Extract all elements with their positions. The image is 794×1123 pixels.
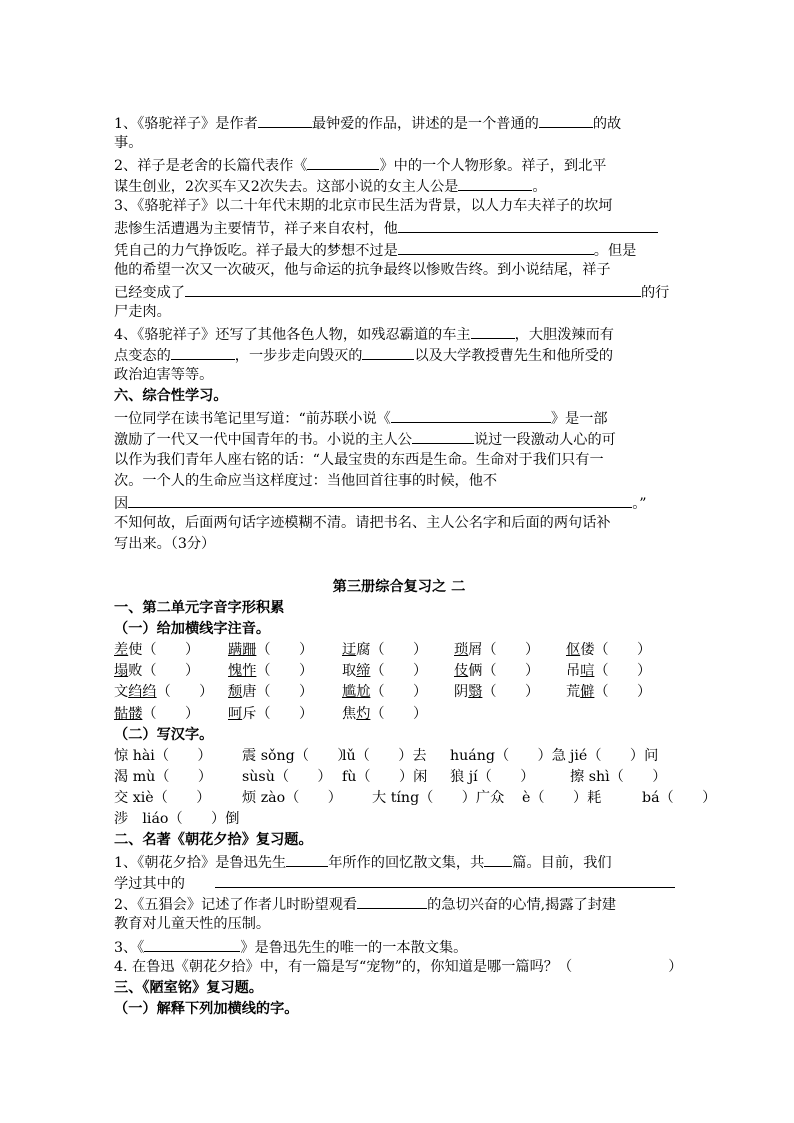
pinyin-subheading: （一）给加横线字注音。 xyxy=(114,621,271,638)
write-char-item[interactable]: 交 xiè（ ） xyxy=(114,789,211,806)
s6-line-5 xyxy=(114,492,684,513)
question-2-line-2 xyxy=(114,175,684,196)
answer-blank[interactable] xyxy=(144,936,240,952)
pinyin-item[interactable] xyxy=(114,704,228,725)
question-4-line-1 xyxy=(114,323,684,344)
question-4-line-2 xyxy=(114,344,684,365)
s6-text: 。” xyxy=(632,495,647,512)
word-suffix: 偻（ ） xyxy=(580,642,652,659)
write-char-item[interactable]: fù（ ）闲 xyxy=(342,768,428,785)
answer-blank[interactable] xyxy=(215,872,675,888)
z-text: 1、《朝花夕拾》是鲁迅先生 xyxy=(114,855,287,872)
underlined-chars: 灼 xyxy=(356,705,371,722)
q4-text-f: 政治迫害等等。 xyxy=(114,367,214,384)
underlined-chars: 塌 xyxy=(114,663,129,680)
pinyin-item[interactable] xyxy=(114,661,228,682)
q3-text-g: 的行 xyxy=(640,284,670,301)
pinyin-item[interactable] xyxy=(454,661,566,682)
question-3-line-3 xyxy=(114,239,684,260)
z-text: 学过其中的 xyxy=(114,876,185,893)
z-text: 3、《 xyxy=(114,939,145,956)
q3-text-e: 他的希望一次又一次破灭，他与命运的抗争最终以惨败告终。到小说结尾，祥子 xyxy=(114,261,611,278)
word-prefix: 取 xyxy=(342,663,357,680)
underlined-chars: 尴尬 xyxy=(342,684,371,701)
word-suffix: （ ） xyxy=(256,642,314,659)
pinyin-item[interactable] xyxy=(454,682,566,703)
answer-blank[interactable] xyxy=(412,428,474,444)
underlined-chars: 差 xyxy=(114,642,129,659)
zhaohua-line-1 xyxy=(114,851,684,872)
write-char-item[interactable]: 大 tíng（ ）广众 xyxy=(372,789,505,806)
write-row-2 xyxy=(114,767,684,788)
underlined-chars: 琐 xyxy=(454,642,469,659)
zhaohua-line-2 xyxy=(114,872,684,893)
write-char-item[interactable]: 擦 shì（ ） xyxy=(570,768,667,785)
q4-text-d: ，一步步走向毁灭的 xyxy=(234,348,363,365)
word-suffix: （ ） xyxy=(370,705,428,722)
write-char-item[interactable]: bá（ ） xyxy=(642,789,717,806)
question-3-line-6 xyxy=(114,302,684,323)
pinyin-row-4 xyxy=(114,704,684,725)
write-chars-subheading: （二）写汉字。 xyxy=(114,726,214,743)
underlined-chars: 伛 xyxy=(566,642,581,659)
answer-blank[interactable] xyxy=(458,175,532,191)
underlined-chars: 颓 xyxy=(228,684,243,701)
part2-heading-1: 一、第二单元字音字形积累 xyxy=(114,600,285,617)
question-3-line-4 xyxy=(114,260,684,281)
write-char-item[interactable]: 烦 zào（ ） xyxy=(242,789,342,806)
word-suffix: （ ） xyxy=(482,684,540,701)
q3-text-a: 3、《骆驼祥子》以二十年代末期的北京市民生活为背景，以人力车夫祥子的坎坷 xyxy=(114,198,613,215)
word-suffix: （ ） xyxy=(370,684,428,701)
answer-blank[interactable] xyxy=(171,344,235,360)
underlined-chars: 缔 xyxy=(356,663,371,680)
pinyin-item[interactable] xyxy=(228,682,342,703)
question-3-line-5 xyxy=(114,281,684,302)
s6-text: 》是一部 xyxy=(550,411,608,428)
zhaohua-line-6 xyxy=(114,957,684,978)
question-3-line-2 xyxy=(114,217,684,238)
write-row-4 xyxy=(114,809,684,830)
write-char-item[interactable]: jié（ ）问 xyxy=(570,747,659,764)
underlined-chars: 呵 xyxy=(228,705,243,722)
word-suffix: 唐（ ） xyxy=(242,684,314,701)
write-row-1 xyxy=(114,746,684,767)
pinyin-item[interactable] xyxy=(342,682,454,703)
q2-text-b: 》中的一个人物形象。祥子，到北平 xyxy=(379,158,607,175)
word-suffix: （ ） xyxy=(370,663,428,680)
pinyin-item[interactable] xyxy=(342,661,454,682)
pinyin-item[interactable] xyxy=(342,640,454,661)
word-suffix: 使（ ） xyxy=(128,642,200,659)
word-suffix: （ ） xyxy=(594,684,652,701)
s6-line-1 xyxy=(114,407,684,428)
word-suffix: 腐（ ） xyxy=(356,642,428,659)
z-text: 》是鲁迅先生的唯一的一本散文集。 xyxy=(240,939,468,956)
q2-text-d: 。 xyxy=(532,179,547,196)
pinyin-item[interactable] xyxy=(228,704,342,725)
underlined-chars: 蹒跚 xyxy=(228,642,257,659)
underlined-chars: 迂 xyxy=(342,642,357,659)
pinyin-row-2 xyxy=(114,661,684,682)
q3-text-h: 尸走肉。 xyxy=(114,303,171,320)
underlined-chars: 绉绉 xyxy=(128,684,157,701)
pinyin-item[interactable] xyxy=(566,682,678,703)
underlined-chars: 僻 xyxy=(580,684,595,701)
pinyin-item[interactable] xyxy=(228,640,342,661)
word-prefix: 阴 xyxy=(454,684,469,701)
pinyin-row-3 xyxy=(114,682,684,703)
write-char-item[interactable]: huáng（ ）急 xyxy=(450,747,566,764)
question-3-line-1 xyxy=(114,196,684,217)
pinyin-item[interactable] xyxy=(454,640,566,661)
word-suffix: （ ） xyxy=(156,684,214,701)
s6-line-2 xyxy=(114,428,684,449)
pinyin-item[interactable] xyxy=(114,640,228,661)
s6-line-3: 以作为我们青年人座右铭的话：“人最宝贵的东西是生命。生命对于我们只有一 xyxy=(114,451,604,468)
s6-line-7: 写出来。（3分） xyxy=(114,535,216,552)
underlined-chars: 唁 xyxy=(580,663,595,680)
underlined-chars: 愧怍 xyxy=(228,663,257,680)
answer-blank[interactable] xyxy=(357,893,427,909)
part2-heading-3: 三、《陋室铭》复习题。 xyxy=(114,979,263,996)
answer-blank[interactable] xyxy=(398,239,594,255)
question-1-line-2 xyxy=(114,133,684,154)
s6-text: 说过一段激动人心的可 xyxy=(473,432,616,449)
pinyin-row-1 xyxy=(114,640,684,661)
s6-text: 激励了一代又一代中国青年的书。小说的主人公 xyxy=(114,432,412,449)
word-suffix: 败（ ） xyxy=(128,663,200,680)
q4-text-a: 4、《骆驼祥子》还写了其他各色人物，如残忍霸道的车主 xyxy=(114,326,471,343)
q2-text-c: 谋生创业，2次买车又2次失去。这部小说的女主人公是 xyxy=(114,179,459,196)
q3-text-f: 已经变成了 xyxy=(114,284,185,301)
write-char-item[interactable]: 狼 jí（ ） xyxy=(450,768,535,785)
z-text: 4. 在鲁迅《朝花夕拾》中，有一篇是写“宠物”的，你知道是哪一篇吗？（ xyxy=(114,958,573,975)
write-char-item[interactable]: 惊 hài（ ） xyxy=(114,747,212,764)
word-suffix: （ ） xyxy=(594,663,652,680)
word-prefix: 荒 xyxy=(566,684,581,701)
q2-text-a: 2、祥子是老舍的长篇代表作《 xyxy=(114,158,308,175)
part2-title: 第三册综合复习之 二 xyxy=(332,578,466,595)
pinyin-item[interactable] xyxy=(228,661,342,682)
word-prefix: 焦 xyxy=(342,705,357,722)
s6-line-6: 不知何故，后面两句话字迹模糊不清。请把书名、主人公名字和后面的两句话补 xyxy=(114,514,611,531)
write-char-item[interactable]: è（ ）耗 xyxy=(522,789,602,806)
answer-blank[interactable] xyxy=(539,112,593,128)
zhaohua-line-5 xyxy=(114,936,684,957)
q1-text-d: 事。 xyxy=(114,135,143,152)
word-suffix: 斥（ ） xyxy=(242,705,314,722)
underlined-chars: 伎 xyxy=(454,663,469,680)
word-suffix: （ ） xyxy=(142,705,200,722)
answer-blank[interactable] xyxy=(258,112,312,128)
word-suffix: （ ） xyxy=(256,663,314,680)
write-char-item[interactable]: sùsù（ ） xyxy=(242,768,332,785)
z-text: 篇。目前，我们 xyxy=(512,855,612,872)
write-row-3 xyxy=(114,788,717,809)
question-4-line-3 xyxy=(114,365,684,386)
answer-blank[interactable] xyxy=(398,217,658,233)
question-1-line-1 xyxy=(114,112,684,133)
write-char-item[interactable]: 涉 liáo（ ）倒 xyxy=(114,811,240,827)
s6-line-4: 次。一个人的生命应当这样度过：当他回首往事的时候，他不 xyxy=(114,472,498,489)
s6-text: 一位同学在读书笔记里写道：“前苏联小说《 xyxy=(114,411,391,428)
q4-text-e: 以及大学教授曹先生和他所受的 xyxy=(414,348,614,365)
pinyin-item[interactable] xyxy=(566,640,678,661)
write-char-item[interactable]: lǔ（ ）去 xyxy=(342,747,427,764)
q3-text-c: 凭自己的力气挣饭吃。祥子最大的梦想不过是 xyxy=(114,242,398,259)
write-char-item[interactable]: 渴 mù（ ） xyxy=(114,768,213,785)
z-text: 的急切兴奋的心情,揭露了封建 xyxy=(427,897,617,914)
word-suffix: 俩（ ） xyxy=(468,663,540,680)
z-text: ） xyxy=(668,958,683,975)
pinyin-item[interactable] xyxy=(566,661,678,682)
pinyin-item[interactable] xyxy=(342,704,454,725)
explain-subheading: （一）解释下列加横线的字。 xyxy=(114,1000,299,1017)
part2-heading-2: 二、名著《朝花夕拾》复习题。 xyxy=(114,832,313,849)
answer-blank[interactable] xyxy=(307,154,379,170)
z-text: 年所作的回忆散文集，共 xyxy=(328,855,485,872)
word-suffix: 屑（ ） xyxy=(468,642,540,659)
s6-text: 因 xyxy=(114,495,129,512)
answer-blank[interactable] xyxy=(471,323,515,339)
answer-blank[interactable] xyxy=(185,281,641,297)
zhaohua-line-3 xyxy=(114,893,684,914)
z-text: 2、《五猖会》记述了作者儿时盼望观看 xyxy=(114,897,358,914)
word-prefix: 文 xyxy=(114,684,129,701)
q4-text-b: ，大胆泼辣而有 xyxy=(514,326,614,343)
underlined-chars: 骷髅 xyxy=(114,705,143,722)
question-2-line-1 xyxy=(114,154,684,175)
q3-text-b: 悲惨生活遭遇为主要情节，祥子来自农村，他 xyxy=(114,221,398,238)
q1-text-a: 1、《骆驼祥子》是作者 xyxy=(114,116,258,132)
pinyin-item[interactable] xyxy=(114,682,228,703)
write-char-item[interactable]: 震 sǒng（ ） xyxy=(242,747,352,764)
answer-blank[interactable] xyxy=(484,851,512,867)
q4-text-c: 点变态的 xyxy=(114,348,171,365)
q1-text-b: 最钟爱的作品，讲述的是一个普通的 xyxy=(311,116,539,132)
underlined-chars: 翳 xyxy=(468,684,483,701)
answer-blank[interactable] xyxy=(128,492,632,508)
section-6-heading: 六、综合性学习。 xyxy=(114,388,228,405)
worksheet-page xyxy=(114,112,717,1020)
answer-blank[interactable] xyxy=(362,344,414,360)
answer-blank[interactable] xyxy=(391,407,551,423)
q3-text-d: 。但是 xyxy=(593,242,637,259)
word-prefix: 吊 xyxy=(566,663,581,680)
q1-text-c: 的故 xyxy=(592,116,622,132)
zhaohua-line-4: 教育对儿童天性的压制。 xyxy=(114,916,271,933)
answer-blank[interactable] xyxy=(286,851,328,867)
